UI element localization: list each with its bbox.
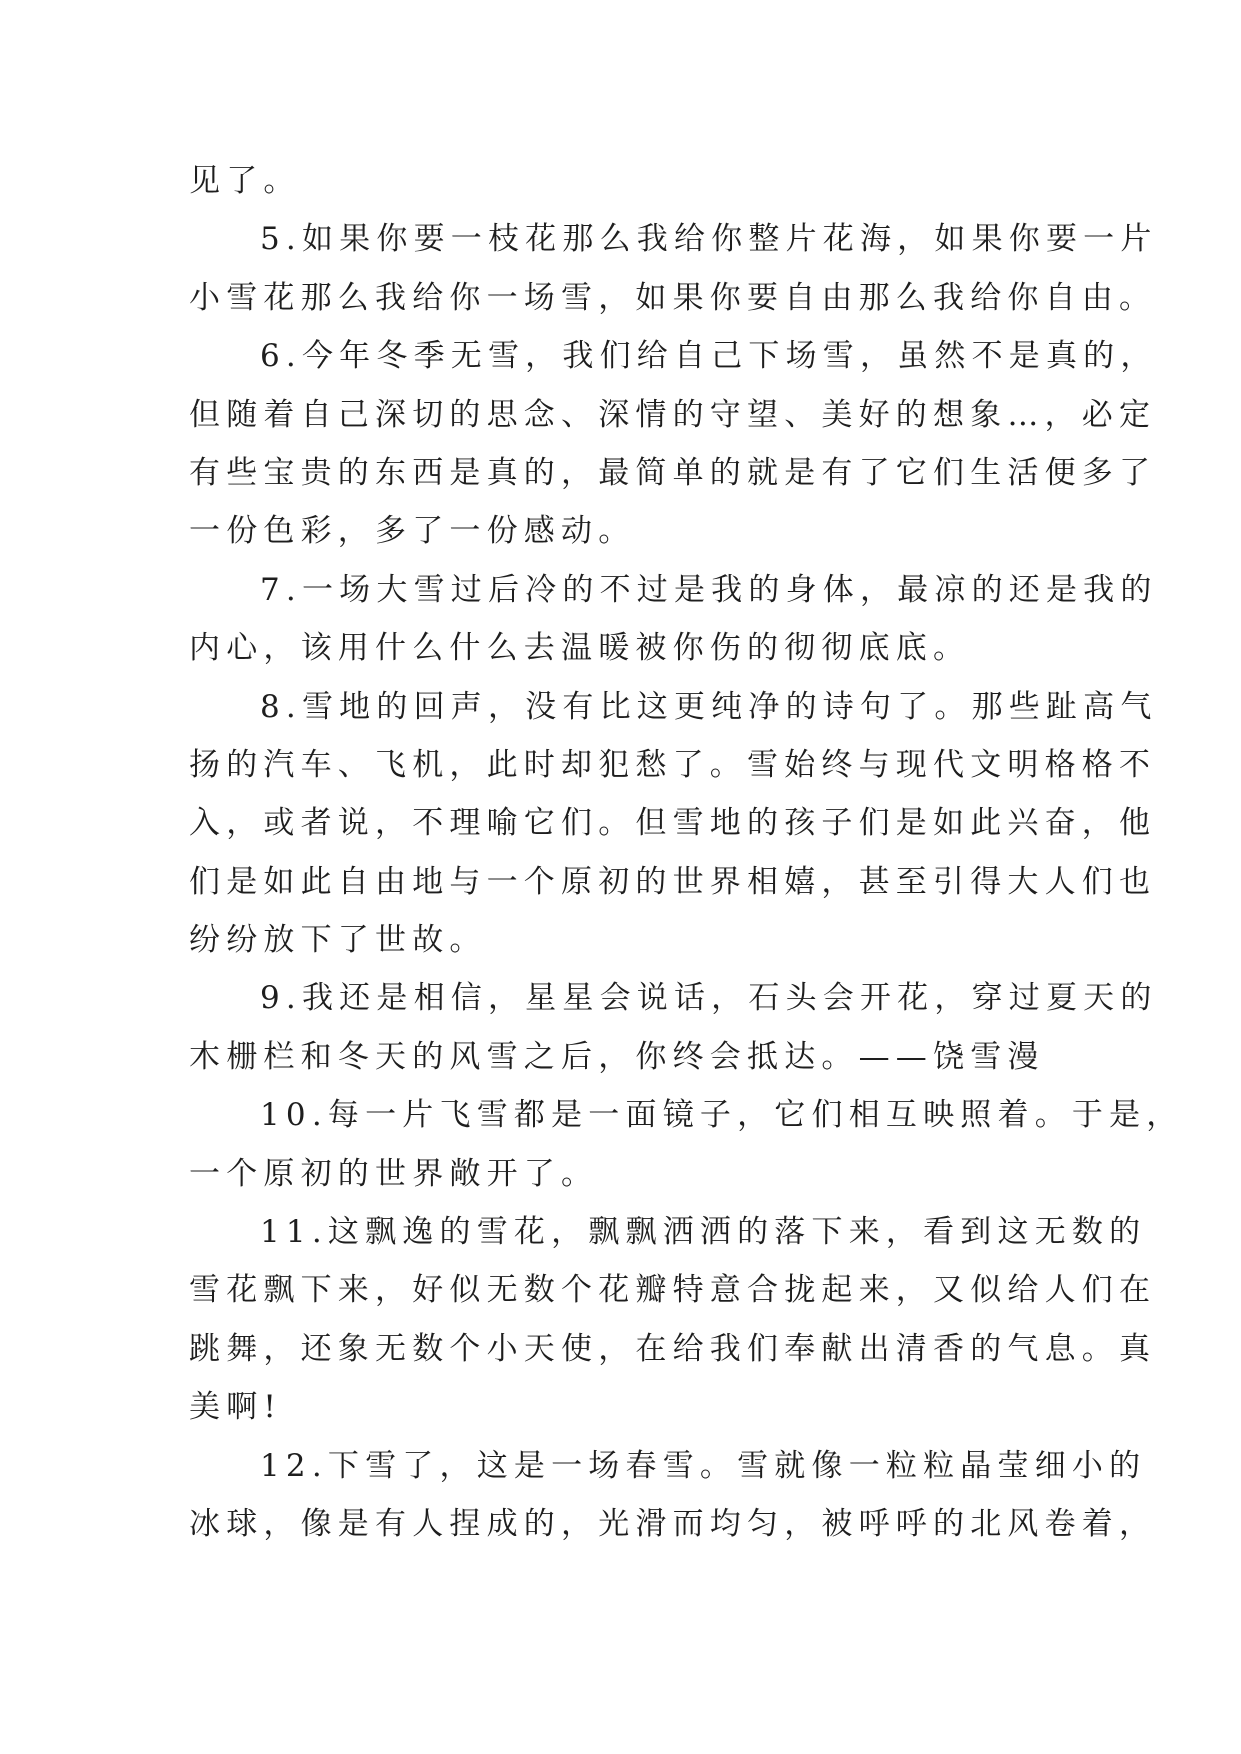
text-line: 美啊!	[189, 1389, 283, 1426]
text-line: 入，或者说，不理喻它们。但雪地的孩子们是如此兴奋，他	[189, 805, 1157, 842]
text-line: 一个原初的世界敞开了。	[189, 1155, 599, 1192]
text-line: 但随着自己深切的思念、深情的守望、美好的想象…，必定	[189, 396, 1157, 433]
text-line-item-10: 10.每一片飞雪都是一面镜子，它们相互映照着。于是，	[260, 1097, 1184, 1134]
text-line: 扬的汽车、飞机，此时却犯愁了。雪始终与现代文明格格不	[189, 746, 1157, 783]
text-line: 有些宝贵的东西是真的，最简单的就是有了它们生活便多了	[189, 454, 1157, 491]
text-line: 雪花飘下来，好似无数个花瓣特意合拢起来，又似给人们在	[189, 1272, 1157, 1309]
text-line-item-9: 9.我还是相信，星星会说话，石头会开花，穿过夏天的	[260, 980, 1158, 1017]
text-line-item-5: 5.如果你要一枝花那么我给你整片花海，如果你要一片	[260, 221, 1158, 258]
text-line: 们是如此自由地与一个原初的世界相嬉，甚至引得大人们也	[189, 863, 1157, 900]
text-line-item-7: 7.一场大雪过后冷的不过是我的身体，最凉的还是我的	[260, 571, 1158, 608]
text-line-item-6: 6.今年冬季无雪，我们给自己下场雪，虽然不是真的，	[260, 338, 1158, 375]
text-line: 木栅栏和冬天的风雪之后，你终会抵达。——饶雪漫	[189, 1038, 1045, 1075]
text-line: 一份色彩，多了一份感动。	[189, 513, 636, 550]
text-line: 跳舞，还象无数个小天使，在给我们奉献出清香的气息。真	[189, 1330, 1157, 1367]
text-line: 冰球，像是有人捏成的，光滑而均匀，被呼呼的北风卷着，	[189, 1505, 1157, 1542]
text-line: 内心，该用什么什么去温暖被你伤的彻彻底底。	[189, 630, 971, 667]
text-line: 小雪花那么我给你一场雪，如果你要自由那么我给你自由。	[189, 279, 1157, 316]
text-line-item-8: 8.雪地的回声，没有比这更纯净的诗句了。那些趾高气	[260, 688, 1158, 725]
document-body	[189, 152, 1184, 1553]
text-line: 见了。	[189, 163, 301, 199]
text-line-item-11: 11.这飘逸的雪花，飘飘洒洒的落下来，看到这无数的	[260, 1214, 1147, 1251]
text-line-item-12: 12.下雪了，这是一场春雪。雪就像一粒粒晶莹细小的	[260, 1447, 1147, 1484]
text-line: 纷纷放下了世故。	[189, 922, 487, 959]
